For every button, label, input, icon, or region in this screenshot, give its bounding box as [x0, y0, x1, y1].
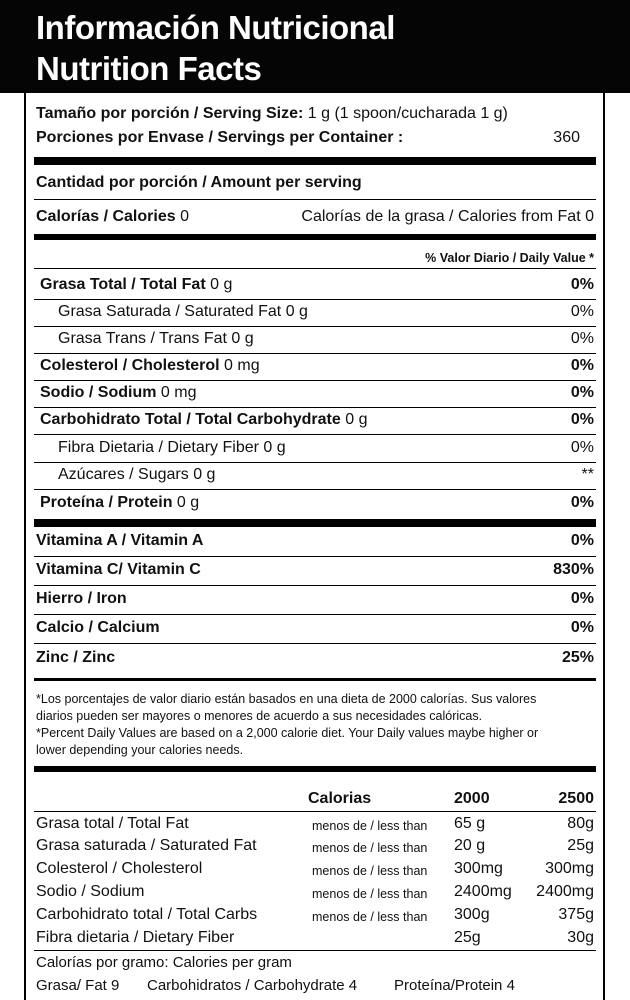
- serving-size-value: 1 g (1 spoon/cucharada 1 g): [307, 105, 508, 122]
- ref-row-label: Sodio / Sodium: [36, 883, 145, 900]
- ref-row-2500: 80g: [567, 815, 594, 832]
- calories-per-gram-label: Calorías por gramo: Calories per gram: [36, 954, 292, 971]
- ref-row-qualifier: menos de / less than: [312, 910, 428, 924]
- vitamin-a-row: Vitamina A / Vitamin A 0%: [36, 532, 594, 549]
- divider: [34, 678, 596, 681]
- ref-row-2000: 20 g: [454, 837, 486, 854]
- nutrient-trans-fat: Grasa Trans / Trans Fat 0 g 0%: [58, 330, 594, 347]
- divider: [34, 157, 596, 165]
- ref-row-qualifier: menos de / less than: [312, 841, 428, 855]
- divider: [34, 380, 596, 381]
- divider: [34, 643, 596, 644]
- calcium-row: Calcio / Calcium 0%: [36, 619, 594, 636]
- divider: [34, 199, 596, 200]
- ref-row-2500: 25g: [567, 837, 594, 854]
- ref-row-2000: 300g: [454, 906, 490, 923]
- nutrient-total-carbohydrate: Carbohidrato Total / Total Carbohydrate 0 g 0%: [40, 411, 594, 428]
- divider: [34, 434, 596, 435]
- title-spanish: Información Nutricional: [36, 9, 395, 46]
- calories-from-fat: Calorías de la grasa / Calories from Fat 0: [301, 208, 594, 225]
- nutrient-sodium: Sodio / Sodium 0 mg 0%: [40, 384, 594, 401]
- divider: [34, 489, 596, 490]
- calories-row: [36, 207, 594, 227]
- serving-size-label: Tamaño por porción / Serving Size:: [36, 105, 304, 122]
- ref-header-2500: 2500: [558, 790, 594, 807]
- nutrient-cholesterol: Colesterol / Cholesterol 0 mg 0%: [40, 357, 594, 374]
- zinc-row: Zinc / Zinc 25%: [36, 649, 594, 666]
- servings-per-container-row: [36, 128, 594, 148]
- ref-header-2000: 2000: [454, 790, 490, 807]
- servings-per-container-label: Porciones por Envase / Servings per Container :: [36, 129, 404, 146]
- divider: [34, 585, 596, 586]
- calories-per-gram-carbs: Carbohidratos / Carbohydrate 4: [147, 977, 358, 994]
- ref-row-label: Colesterol / Cholesterol: [36, 860, 203, 877]
- divider: [34, 326, 596, 327]
- divider: [34, 519, 596, 527]
- calories-label: Calorías / Calories: [36, 208, 176, 225]
- nutrient-protein: Proteína / Protein 0 g 0%: [40, 494, 594, 511]
- servings-per-container-value: 360: [553, 129, 580, 146]
- ref-row-qualifier: menos de / less than: [312, 887, 428, 901]
- ref-row-label: Grasa saturada / Saturated Fat: [36, 837, 257, 854]
- divider: [34, 353, 596, 354]
- ref-row-2500: 300mg: [545, 860, 594, 877]
- calories-per-gram-protein: Proteína/Protein 4: [394, 977, 515, 994]
- ref-header-calories: Calorias: [308, 790, 372, 807]
- divider: [34, 268, 596, 269]
- ref-row-2000: 65 g: [454, 815, 486, 832]
- calories-value: 0: [180, 208, 189, 225]
- ref-row-qualifier: menos de / less than: [312, 819, 428, 833]
- divider: [34, 766, 596, 772]
- ref-row-label: Grasa total / Total Fat: [36, 815, 189, 832]
- ref-row-qualifier: menos de / less than: [312, 864, 428, 878]
- title-english: Nutrition Facts: [36, 50, 262, 87]
- nutrient-saturated-fat: Grasa Saturada / Saturated Fat 0 g 0%: [58, 303, 594, 320]
- ref-row-label: Fibra dietaria / Dietary Fiber: [36, 929, 235, 946]
- ref-row-2000: 300mg: [454, 860, 503, 877]
- divider: [34, 614, 596, 615]
- daily-value-header: % Valor Diario / Daily Value *: [425, 251, 594, 265]
- nutrient-dietary-fiber: Fibra Dietaria / Dietary Fiber 0 g 0%: [58, 439, 594, 456]
- nutrient-sugars: Azúcares / Sugars 0 g **: [58, 466, 594, 483]
- vitamin-c-row: Vitamina C/ Vitamin C 830%: [36, 561, 594, 578]
- divider: [34, 462, 596, 463]
- divider: [34, 234, 596, 240]
- ref-row-2500: 2400mg: [536, 883, 594, 900]
- iron-row: Hierro / Iron 0%: [36, 590, 594, 607]
- nutrient-total-fat: Grasa Total / Total Fat 0 g 0%: [40, 276, 594, 293]
- divider: [34, 407, 596, 408]
- divider: [34, 299, 596, 300]
- divider: [34, 811, 596, 812]
- ref-row-2500: 30g: [567, 929, 594, 946]
- divider: [34, 556, 596, 557]
- ref-row-2500: 375g: [558, 906, 594, 923]
- divider: [34, 950, 596, 951]
- ref-row-2000: 25g: [454, 929, 481, 946]
- title-banner: [0, 0, 630, 93]
- daily-value-footnote: *Los porcentajes de valor diario están basados en una dieta de 2000 calorías. Sus valores diarios pueden ser mayores o menores de acuerdo a sus necesidades calóricas. *Percent Daily Values are based on a 2,000 calorie diet. Your Daily values maybe higher or lower depending your calories needs.: [36, 692, 539, 757]
- ref-row-2000: 2400mg: [454, 883, 512, 900]
- ref-row-label: Carbohidrato total / Total Carbs: [36, 906, 258, 923]
- amount-per-serving: Cantidad por porción / Amount per serving: [36, 174, 362, 191]
- serving-size-row: [36, 104, 594, 124]
- calories-per-gram-fat: Grasa/ Fat 9: [36, 977, 120, 994]
